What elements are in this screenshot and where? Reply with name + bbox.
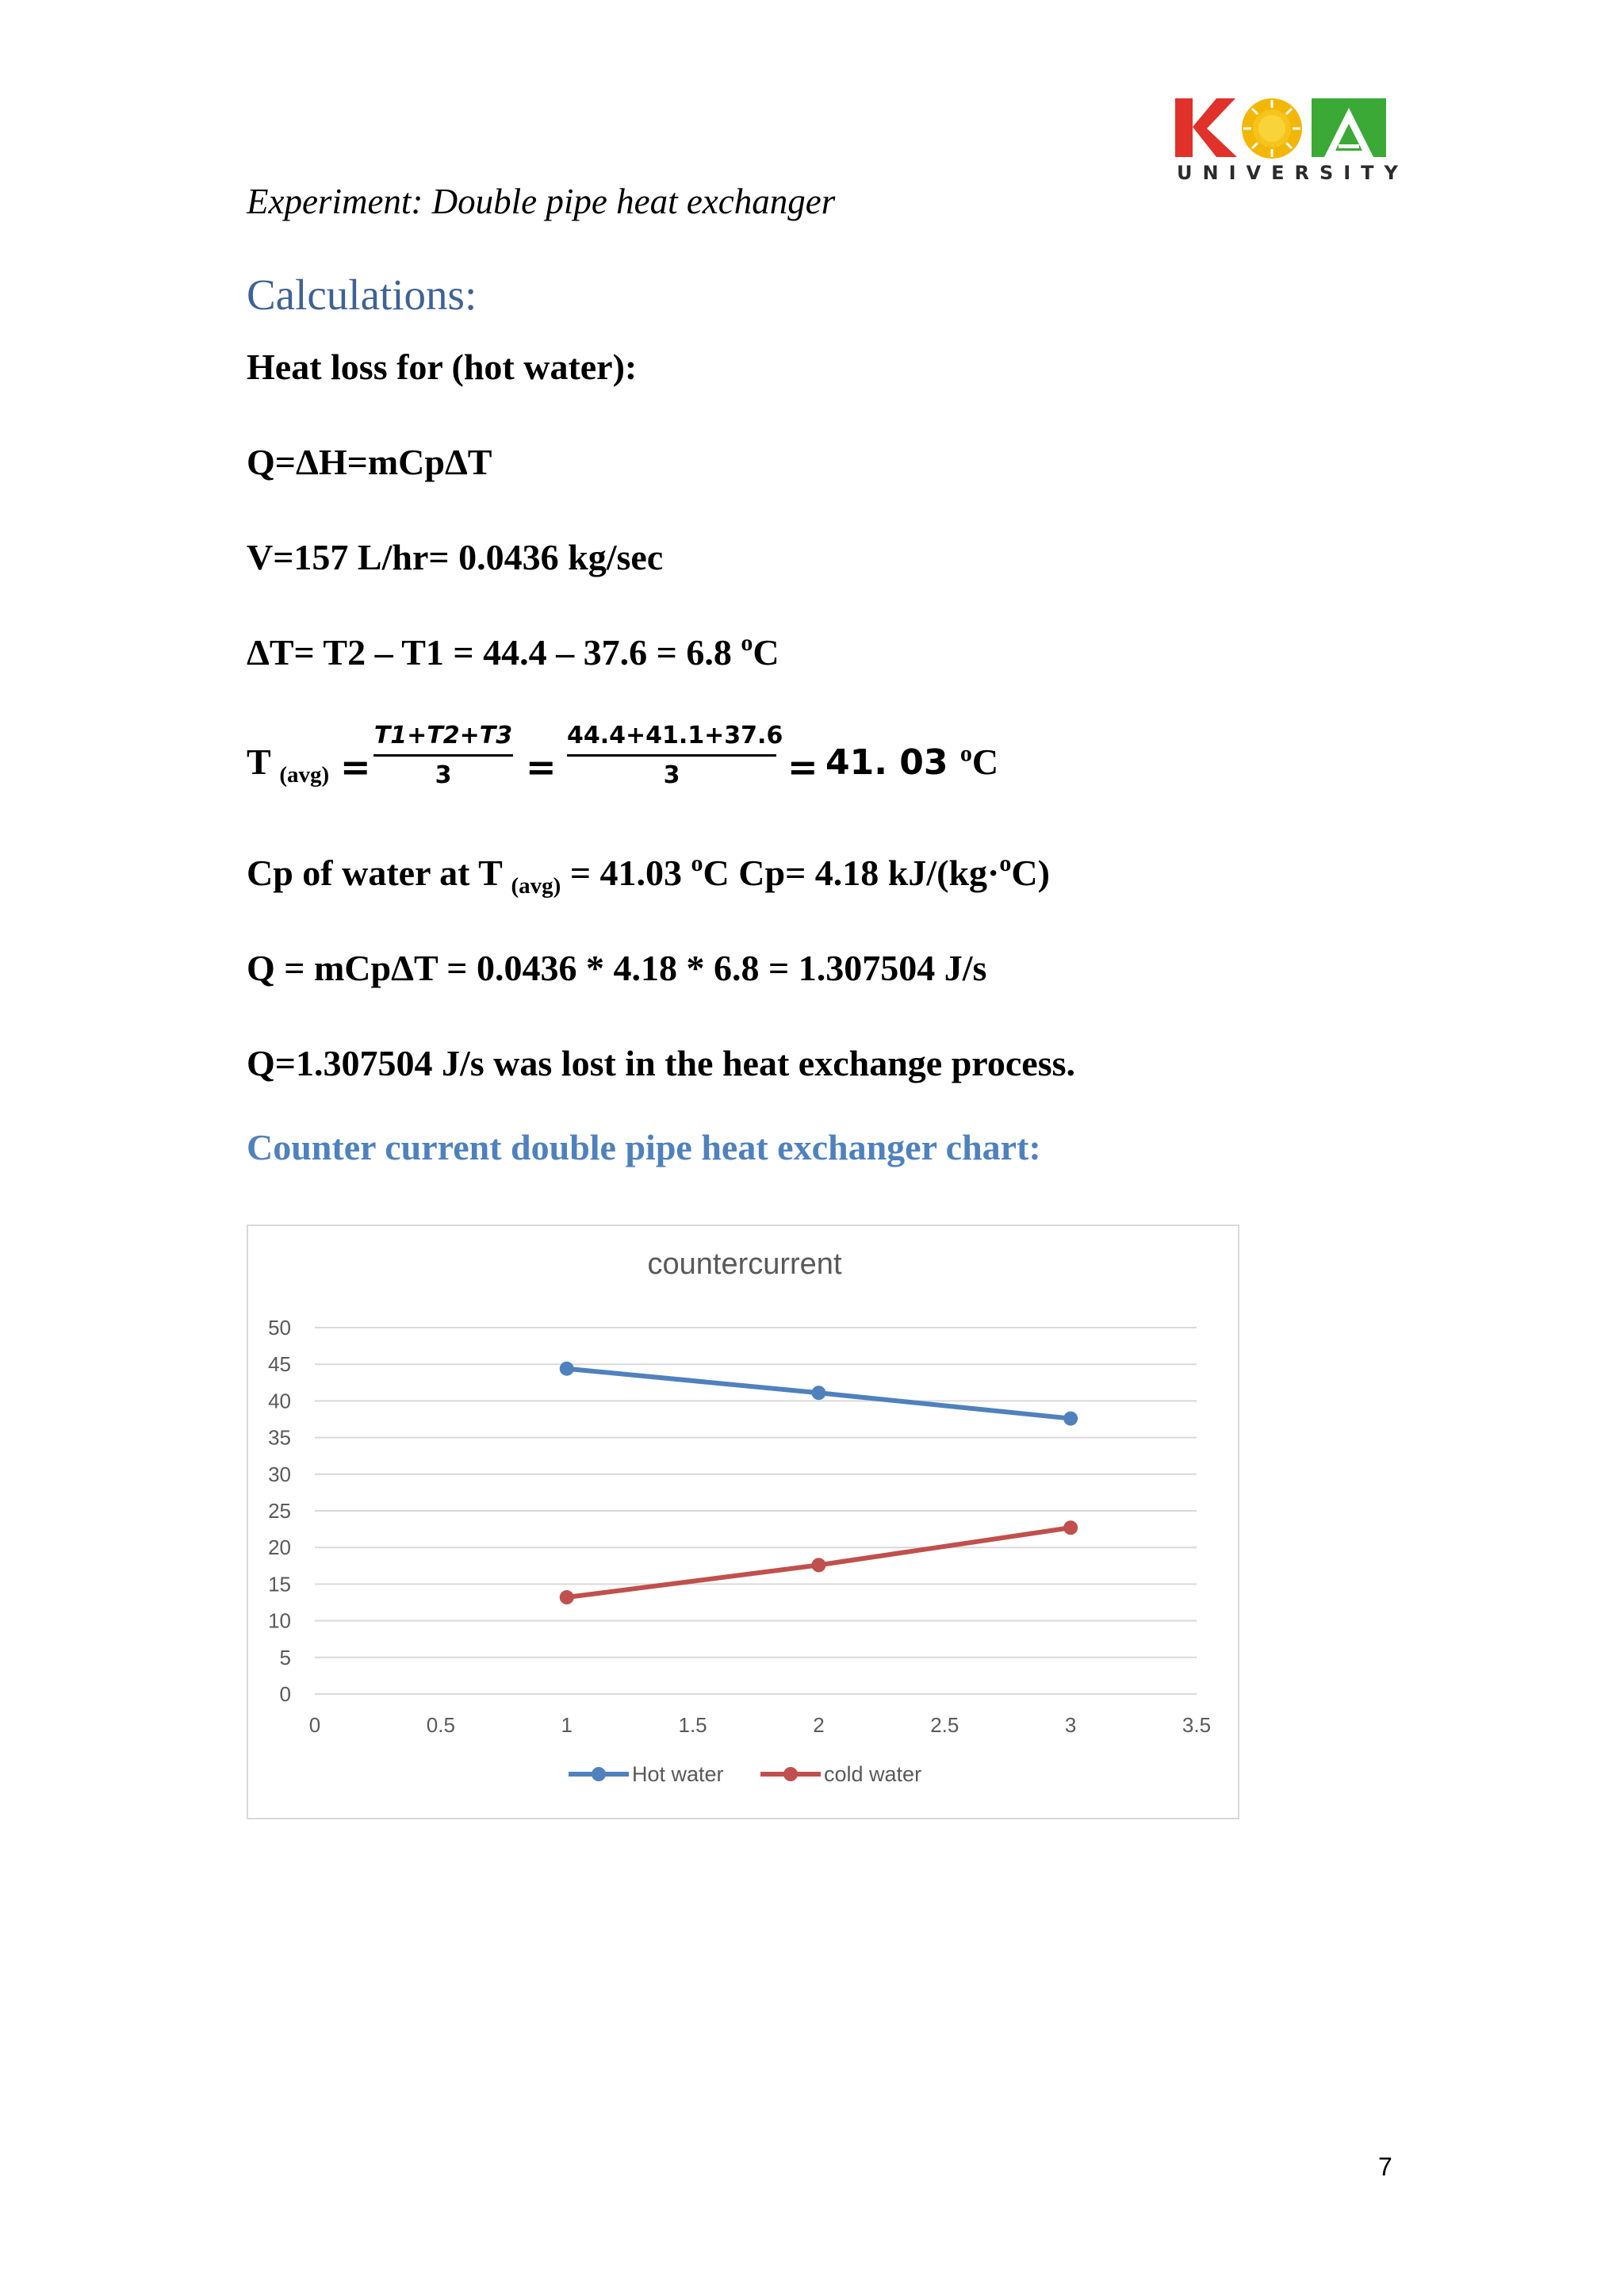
cp-prefix: Cp of water at T <box>247 853 511 893</box>
legend-label: cold water <box>824 1762 922 1786</box>
line-chart <box>247 1225 1239 1819</box>
cp-unit: C Cp= 4.18 kJ/(kg· <box>703 853 1000 893</box>
x-tick-label: 0.5 <box>426 1713 455 1737</box>
y-tick-label: 5 <box>279 1645 291 1669</box>
data-point <box>1063 1520 1078 1535</box>
equals-sign: = <box>526 746 557 788</box>
flow-rate: V=157 L/hr= 0.0436 kg/sec <box>247 537 664 577</box>
y-tick-label: 40 <box>268 1389 291 1413</box>
experiment-title: Experiment: Double pipe heat exchanger <box>247 182 836 221</box>
q-result: Q=1.307504 J/s was lost in the heat exchange process. <box>247 1043 1076 1083</box>
sun-icon <box>1242 98 1302 159</box>
cp-subscript: (avg) <box>511 873 561 899</box>
t-avg-subscript: (avg) <box>279 762 330 788</box>
fraction-denominator: 3 <box>435 761 452 789</box>
chart-heading: Counter current double pipe heat exchanger chart: <box>247 1127 1041 1167</box>
delta-t-line <box>247 631 779 673</box>
degree-symbol: o <box>691 849 703 876</box>
page-number: 7 <box>1378 2152 1392 2181</box>
y-tick-label: 30 <box>268 1462 291 1486</box>
q-definition: Q=ΔH=mCpΔT <box>247 442 492 482</box>
y-tick-label: 0 <box>279 1682 291 1706</box>
data-point <box>560 1590 574 1604</box>
section-title: Calculations: <box>247 270 477 319</box>
legend-marker <box>783 1767 798 1781</box>
data-point <box>811 1386 825 1400</box>
t-avg-label <box>247 741 330 788</box>
fraction-numerator: 44.4+41.1+37.6 <box>567 722 776 757</box>
t-avg-unit: C <box>971 742 999 782</box>
heat-loss-heading: Heat loss for (hot water): <box>247 347 638 387</box>
x-tick-label: 1 <box>561 1713 573 1737</box>
numeric-fraction <box>567 722 783 789</box>
x-tick-label: 0 <box>308 1713 321 1737</box>
logo-letter-k <box>1175 98 1237 157</box>
koa-university-logo <box>1175 97 1408 206</box>
y-tick-label: 25 <box>268 1499 291 1523</box>
cp-line <box>247 849 1050 899</box>
equals-sign: = <box>340 746 371 788</box>
delta-t-unit: C <box>753 632 779 673</box>
fraction-numerator: T1+T2+T3 <box>373 722 513 749</box>
t-avg-value: 41. 03 <box>825 742 960 783</box>
t-avg-formula <box>247 722 1119 809</box>
chart-svg <box>248 1226 1241 1821</box>
x-tick-label: 2.5 <box>930 1713 959 1737</box>
data-point <box>1063 1412 1078 1426</box>
symbolic-fraction <box>373 722 513 789</box>
koa-logo-mark <box>1175 97 1388 160</box>
logo-wordmark: UNIVERSITY <box>1177 162 1408 184</box>
y-tick-label: 15 <box>268 1572 291 1596</box>
cp-unit-end: C) <box>1011 853 1050 893</box>
data-point <box>811 1558 825 1572</box>
y-tick-label: 35 <box>268 1425 291 1450</box>
degree-symbol: o <box>999 849 1012 876</box>
fraction-denominator: 3 <box>663 761 680 789</box>
t-avg-symbol: T <box>247 742 280 782</box>
y-tick-label: 20 <box>268 1535 291 1560</box>
legend-label: Hot water <box>632 1762 724 1786</box>
y-tick-label: 45 <box>268 1352 291 1377</box>
chart-title: countercurrent <box>647 1248 842 1281</box>
x-tick-label: 3 <box>1064 1713 1077 1737</box>
legend-marker <box>592 1767 606 1781</box>
x-tick-label: 2 <box>813 1713 825 1737</box>
equals-sign: = <box>787 746 818 788</box>
degree-symbol: o <box>741 629 753 656</box>
cp-temp: = 41.03 <box>561 853 691 893</box>
y-tick-label: 50 <box>268 1316 291 1340</box>
x-tick-label: 3.5 <box>1182 1713 1212 1737</box>
y-tick-label: 10 <box>268 1608 291 1633</box>
data-point <box>560 1362 574 1376</box>
q-calculation: Q = mCpΔT = 0.0436 * 4.18 * 6.8 = 1.307504 J/s <box>247 948 987 988</box>
delta-t-text: ΔT= T2 – T1 = 44.4 – 37.6 = 6.8 <box>247 632 741 673</box>
degree-symbol: o <box>959 740 972 767</box>
t-avg-result <box>825 741 998 783</box>
logo-letter-a <box>1312 98 1386 157</box>
x-tick-label: 1.5 <box>678 1713 707 1737</box>
